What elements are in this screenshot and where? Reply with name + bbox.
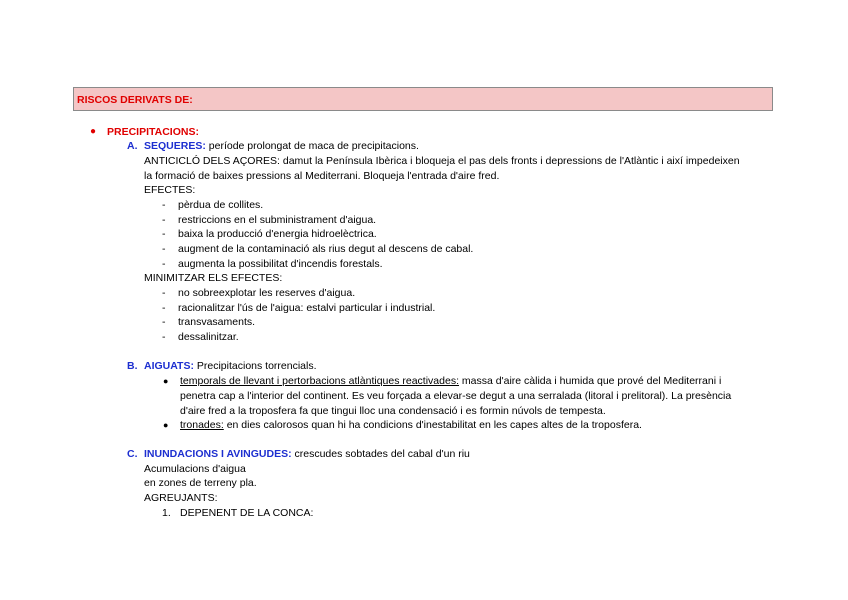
section-title-precipitacions: PRECIPITACIONS: <box>107 126 199 138</box>
aiguats-item-1-line-2: penetra cap a l'interior del continent. Es veu forçada a elevar-se degut a una serralada (litoral i prelitoral). La presència <box>180 390 732 402</box>
bullet-icon: ● <box>90 126 97 137</box>
list-item: - racionalitzar l'ús de l'aigua: estalvi particular i industrial. <box>162 302 436 314</box>
list-item: - baixa la producció d'energia hidroelèctrica. <box>162 228 377 240</box>
dash-marker: - <box>162 243 166 255</box>
dash-marker: - <box>162 302 166 314</box>
item-a-desc: període prolongat de maca de precipitacions. <box>205 140 419 152</box>
item-b-title: AIGUATS: <box>144 360 194 372</box>
item-letter-a: A. <box>127 140 138 152</box>
aiguats-item-1-line-3: d'aire fred a la troposfera fa que tingui lloc una condensació i es formin núvols de tempesta. <box>180 405 606 417</box>
item-b-desc: Precipitacions torrencials. <box>193 360 317 372</box>
inundacions-line-2: en zones de terreny pla. <box>144 477 257 489</box>
dash-marker: - <box>162 331 166 343</box>
dash-marker: - <box>162 316 166 328</box>
dash-marker: - <box>162 258 166 270</box>
list-item: - transvasaments. <box>162 316 256 328</box>
item-letter-b: B. <box>127 360 138 372</box>
number-marker: 1. <box>162 507 171 519</box>
bullet-icon: ● <box>163 376 169 386</box>
list-item: - dessalinitzar. <box>162 331 239 343</box>
term-temporals: temporals de llevant i pertorbacions atlàntiques reactivades: <box>180 375 459 387</box>
item-c-heading <box>144 447 470 461</box>
anticiclo-line-2: la formació de baixes pressions al Mediterrani. Bloqueja l'entrada d'aire fred. <box>144 170 500 182</box>
item-letter-c: C. <box>127 448 138 460</box>
agreujants-label: AGREUJANTS: <box>144 492 218 504</box>
item-c-title: INUNDACIONS I AVINGUDES: <box>144 448 292 460</box>
header-title: RISCOS DERIVATS DE: <box>77 94 193 106</box>
dash-marker: - <box>162 228 166 240</box>
term-tronades: tronades: <box>180 419 224 431</box>
list-item: - pèrdua de collites. <box>162 199 264 211</box>
item-b-heading <box>144 359 317 373</box>
aiguats-item-1-line-1: temporals de llevant i pertorbacions atlàntiques reactivades: massa d'aire càlida i humida que prové del Mediterrani i <box>180 375 722 387</box>
aiguats-item-2: tronades: en dies calorosos quan hi ha condicions d'inestabilitat en les capes altes de la troposfera. <box>180 419 642 431</box>
inundacions-line-1: Acumulacions d'aigua <box>144 463 246 475</box>
efectes-label: EFECTES: <box>144 184 196 196</box>
header-box <box>73 87 773 111</box>
list-item: - no sobreexplotar les reserves d'aigua. <box>162 287 356 299</box>
list-item: - restriccions en el subministrament d'aigua. <box>162 214 377 226</box>
dash-marker: - <box>162 214 166 226</box>
minimitzar-label: MINIMITZAR ELS EFECTES: <box>144 272 283 284</box>
anticiclo-line-1: ANTICICLÓ DELS AÇORES: damut la Península Ibèrica i bloqueja el pas dels fronts i depressions de l'Atlàntic i així impedeixen <box>144 155 740 167</box>
list-item: - augment de la contaminació als rius degut al descens de cabal. <box>162 243 474 255</box>
item-a-heading <box>144 139 419 153</box>
dash-marker: - <box>162 287 166 299</box>
item-a-title: SEQUERES: <box>144 140 206 152</box>
bullet-icon: ● <box>163 420 169 430</box>
list-item: - augmenta la possibilitat d'incendis forestals. <box>162 258 383 270</box>
item-c-desc: crescudes sobtades del cabal d'un riu <box>291 448 470 460</box>
dash-marker: - <box>162 199 166 211</box>
numbered-item-1: 1. DEPENENT DE LA CONCA: <box>162 507 314 519</box>
